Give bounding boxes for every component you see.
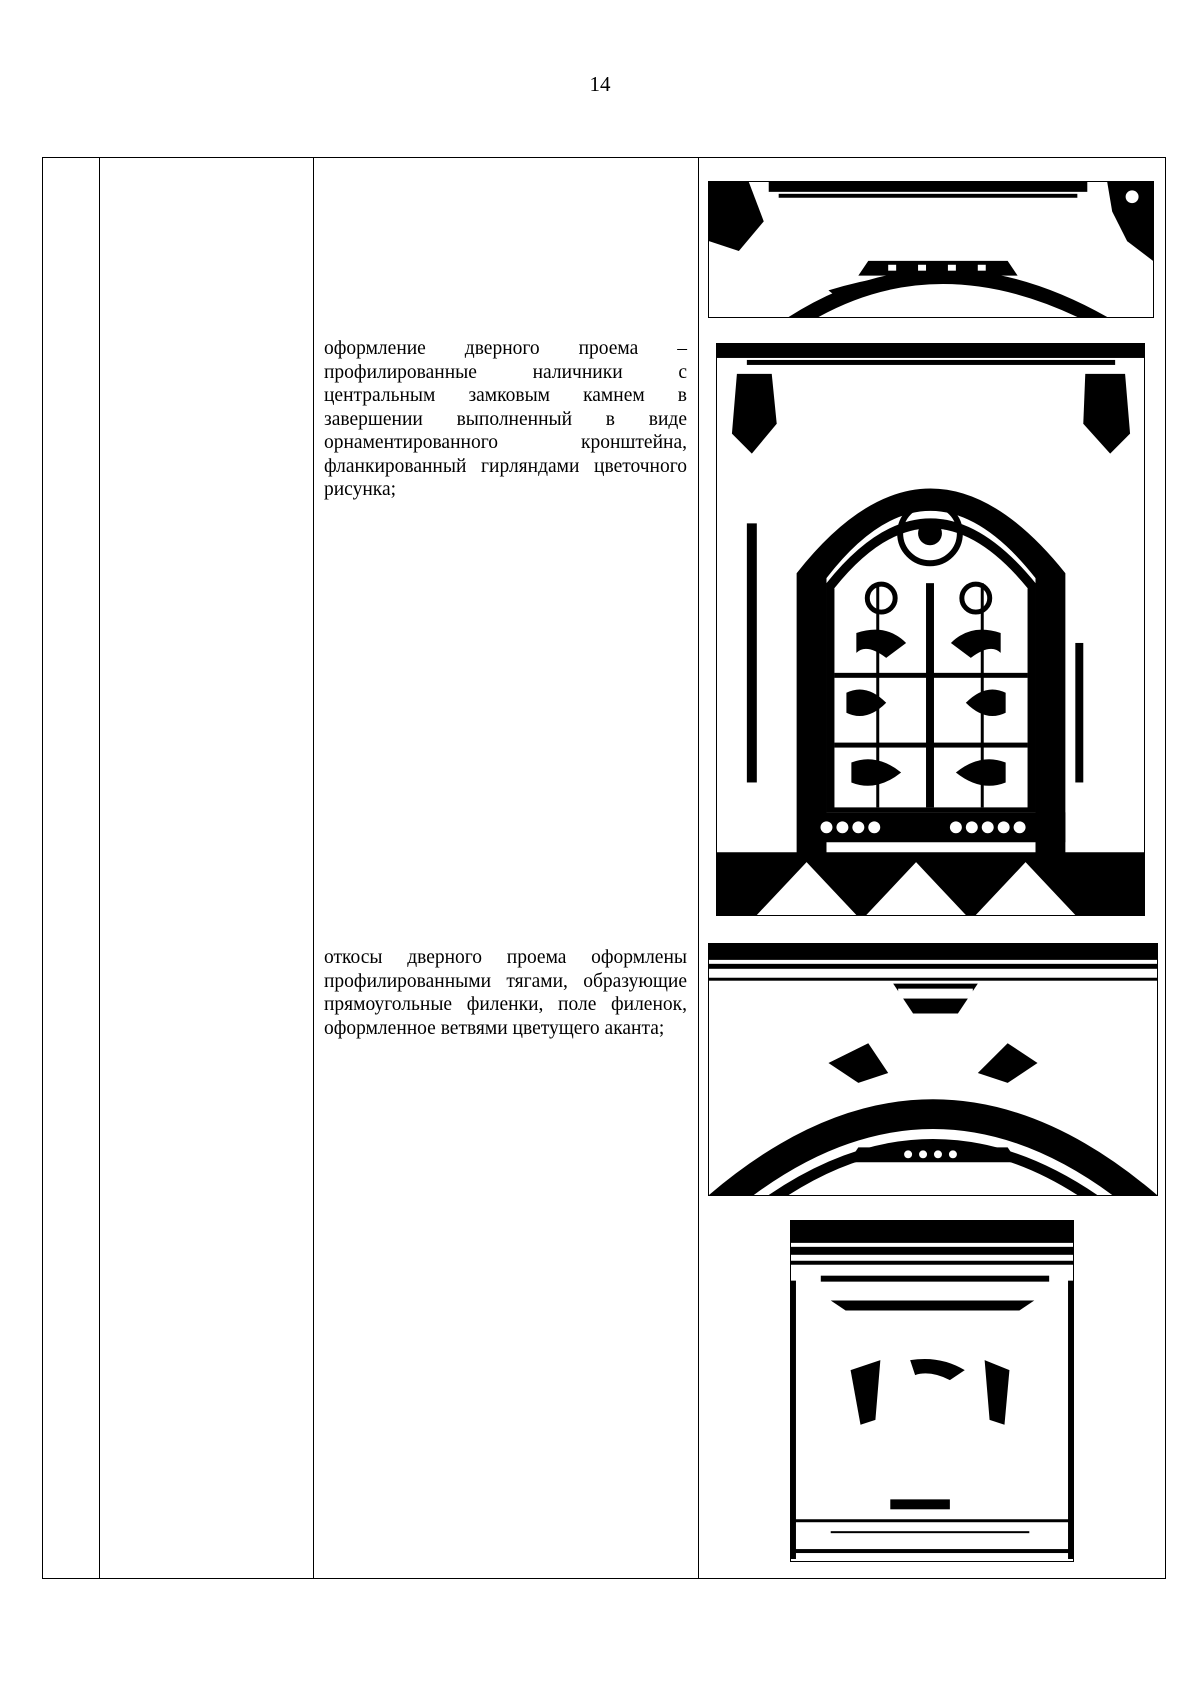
description-door-trim: оформление дверного проема – профилированные наличники с центральным замковым камнем в завершении выполненный в виде орнаментированного кронштейна, фланкированный гирляндами цветочного рисунка; — [324, 338, 687, 500]
column-divider-3 — [698, 158, 699, 1578]
arched-door-photo — [716, 343, 1145, 916]
column-divider-2 — [313, 158, 314, 1578]
page-number: 14 — [589, 72, 611, 96]
keystone-bracket-photo — [790, 1220, 1074, 1562]
description-door-reveals: откосы дверного проема оформлены профилированными тягами, образующие прямоугольные филенки, поле филенок, оформленное ветвями цветущего аканта; — [324, 947, 687, 1039]
column-divider-1 — [99, 158, 100, 1578]
arch-detail-photo — [708, 943, 1158, 1196]
arch-top-photo — [708, 181, 1154, 318]
